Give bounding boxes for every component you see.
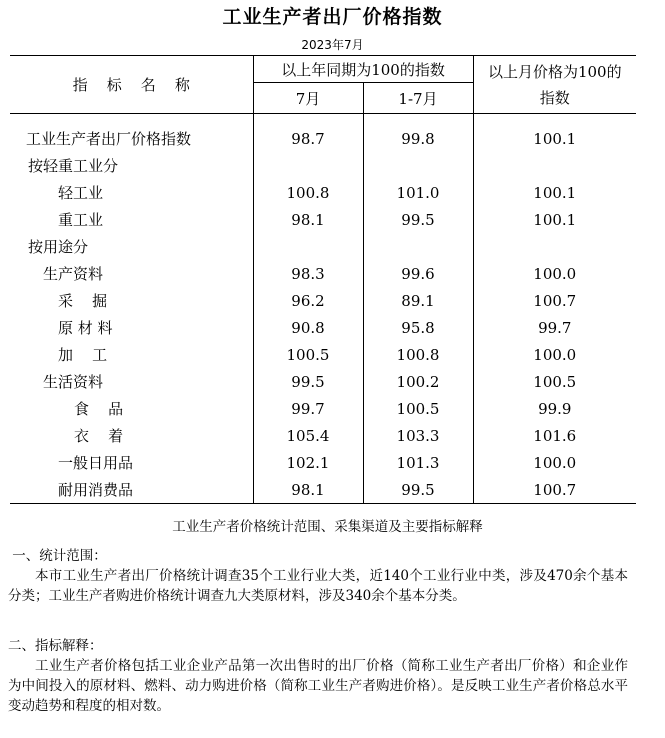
value-ytd: 100.5: [363, 395, 473, 422]
row-label: 生产资料: [10, 260, 253, 287]
row-label: 衣 着: [10, 422, 253, 449]
table-row: [10, 449, 636, 476]
table-row: [10, 368, 636, 395]
row-label: 加 工: [10, 341, 253, 368]
value-mom: 100.7: [473, 287, 636, 314]
table-row: [10, 179, 636, 206]
value-mom: 101.6: [473, 422, 636, 449]
value-ytd: [363, 152, 473, 179]
scope-section: [8, 546, 628, 606]
header-indicator: 指 标 名 称: [10, 56, 253, 114]
value-mom: [473, 233, 636, 260]
value-mom: 100.1: [473, 125, 636, 152]
row-label: 一般日用品: [10, 449, 253, 476]
row-label: 食 品: [10, 395, 253, 422]
value-ytd: 100.2: [363, 368, 473, 395]
value-mom: 100.7: [473, 476, 636, 504]
scope-text: 本市工业生产者出厂价格统计调查35个工业行业大类，近140个工业行业中类，涉及470余个基本分类；工业生产者购进价格统计调查九大类原材料，涉及340余个基本分类。: [8, 568, 628, 604]
table-row: [10, 476, 636, 504]
table-row: [10, 287, 636, 314]
value-mom: 100.1: [473, 206, 636, 233]
table-row: [10, 422, 636, 449]
row-label: 按轻重工业分: [10, 152, 253, 179]
value-month: 100.5: [253, 341, 363, 368]
value-mom: 100.0: [473, 341, 636, 368]
value-ytd: 95.8: [363, 314, 473, 341]
table-row: [10, 125, 636, 152]
value-month: 96.2: [253, 287, 363, 314]
value-ytd: 103.3: [363, 422, 473, 449]
value-month: 105.4: [253, 422, 363, 449]
value-ytd: 100.8: [363, 341, 473, 368]
value-ytd: 101.3: [363, 449, 473, 476]
value-ytd: 99.6: [363, 260, 473, 287]
table-row: [10, 233, 636, 260]
table-row: [10, 206, 636, 233]
value-mom: 100.0: [473, 449, 636, 476]
row-label: 工业生产者出厂价格指数: [10, 125, 253, 152]
value-ytd: 99.5: [363, 206, 473, 233]
value-ytd: 99.5: [363, 476, 473, 504]
header-ytd: 1-7月: [363, 83, 473, 114]
header-month: 7月: [253, 83, 363, 114]
page-title: 工业生产者出厂价格指数: [222, 6, 443, 28]
row-label: 原 材 料: [10, 314, 253, 341]
value-mom: 100.0: [473, 260, 636, 287]
value-month: 100.8: [253, 179, 363, 206]
value-ytd: 101.0: [363, 179, 473, 206]
definition-heading: 二、指标解释：: [8, 638, 103, 654]
value-month: 102.1: [253, 449, 363, 476]
value-ytd: 99.8: [363, 125, 473, 152]
header-mom: 以上月价格为100的指数: [473, 56, 636, 114]
definition-text: 工业生产者价格包括工业企业产品第一次出售时的出厂价格（简称工业生产者出厂价格）和企业作为中间投入的原材料、燃料、动力购进价格（简称工业生产者购进价格）。是反映工业生产者价格总水平变动趋势和程度的相对数。: [8, 658, 628, 714]
table-row: [10, 260, 636, 287]
value-mom: 100.5: [473, 368, 636, 395]
value-month: 98.1: [253, 476, 363, 504]
row-label: 重工业: [10, 206, 253, 233]
value-mom: 100.1: [473, 179, 636, 206]
value-ytd: 89.1: [363, 287, 473, 314]
value-month: 98.3: [253, 260, 363, 287]
notes-title: 工业生产者价格统计范围、采集渠道及主要指标解释: [172, 519, 483, 535]
table-row: [10, 341, 636, 368]
value-month: 98.1: [253, 206, 363, 233]
row-label: 耐用消费品: [10, 476, 253, 504]
row-label: 采 掘: [10, 287, 253, 314]
value-mom: [473, 152, 636, 179]
scope-heading: 一、统计范围：: [8, 548, 107, 564]
header-yoy-group: 以上年同期为100的指数: [253, 56, 473, 83]
row-label: 按用途分: [10, 233, 253, 260]
value-month: [253, 152, 363, 179]
table-row: [10, 395, 636, 422]
row-label: 生活资料: [10, 368, 253, 395]
value-month: 99.5: [253, 368, 363, 395]
table-row: [10, 152, 636, 179]
value-mom: 99.9: [473, 395, 636, 422]
value-ytd: [363, 233, 473, 260]
value-month: 90.8: [253, 314, 363, 341]
definition-section: [8, 636, 628, 716]
table-row: [10, 314, 636, 341]
price-index-table: [10, 55, 636, 504]
value-mom: 99.7: [473, 314, 636, 341]
value-month: 98.7: [253, 125, 363, 152]
report-date: 2023年7月: [301, 38, 364, 52]
value-month: 99.7: [253, 395, 363, 422]
row-label: 轻工业: [10, 179, 253, 206]
value-month: [253, 233, 363, 260]
